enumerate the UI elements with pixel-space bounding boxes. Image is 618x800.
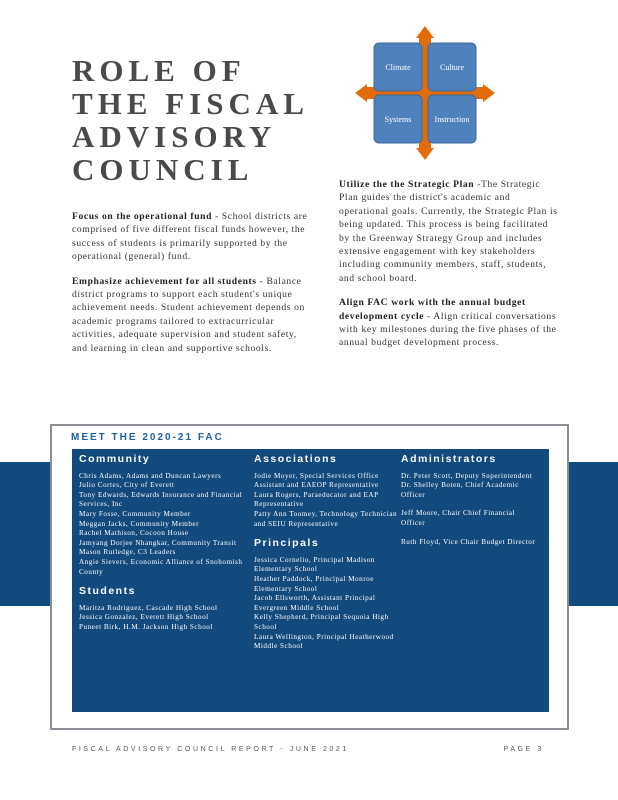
diagram-label: Culture: [440, 63, 464, 72]
section-heading: Administrators: [401, 453, 497, 465]
left-column: [72, 210, 312, 366]
member-entry: Jacob Ellsworth, Assistant Principal Evergreen Middle School: [254, 594, 376, 612]
principals-list: [254, 556, 399, 652]
title-line: THE FISCAL: [72, 86, 309, 121]
paragraph-text: - Align critical conversations with key milestones during the five phases of the annual budget development process.: [339, 310, 557, 349]
member-entry: Dr. Shelley Boten, Chief Academic Officer: [401, 481, 519, 499]
paragraph-lead: Utilize the the Strategic Plan: [339, 179, 475, 190]
member-entry: Mary Fosse, Community Member: [79, 509, 191, 518]
member-entry: Puneet Birk, H.M. Jackson High School: [79, 622, 213, 631]
member-entry: Julio Cortes, City of Everett: [79, 481, 175, 490]
diagram-label: Systems: [384, 115, 412, 124]
right-column: [339, 178, 559, 361]
title-line: COUNCIL: [72, 152, 254, 187]
paragraph-lead: Emphasize achievement for all students: [72, 275, 257, 287]
list-gap: [401, 529, 541, 538]
paragraph-text: - Balance district programs to support each student's unique achievement needs. Student achievement depends on academic programs tailored to extracurricular activities, adequate supervision and student safety, and learning in clean and supportive schools.: [72, 275, 305, 354]
paragraph-lead: Focus on the operational fund: [72, 211, 213, 222]
title-line: ROLE OF: [72, 53, 246, 88]
section-heading: Associations: [254, 453, 338, 465]
member-entry: Laura Rogers, Paraeducator and EAP Representative: [254, 490, 379, 509]
list-gap: [401, 500, 541, 509]
member-entry: Meggan Jacks, Community Member: [79, 519, 200, 528]
member-entry: Dr. Peter Scott, Deputy Superintendent: [401, 471, 533, 480]
paragraph-text: - School districts are comprised of five different fiscal funds however, the success of students is primarily supported by the operational (general) fund.: [72, 211, 308, 263]
member-entry: Angie Sievers, Economic Alliance of Snohomish County: [79, 557, 243, 576]
paragraph: [339, 296, 559, 350]
member-entry: Chris Adams, Adams and Duncan Lawyers: [79, 471, 222, 480]
member-entry: Jessica Gonzalez, Everett High School: [79, 613, 209, 622]
member-entry: Tony Edwards, Edwards Insurance and Financial Services, Inc: [79, 490, 243, 509]
member-entry: Rachel Mathison, Cocoon House: [79, 529, 189, 538]
footer-page-number: PAGE 3: [503, 746, 544, 753]
section-heading: Community: [79, 453, 151, 465]
paragraph: [72, 275, 312, 355]
students-list: [79, 604, 249, 633]
section-heading: Principals: [254, 537, 320, 550]
paragraph: [339, 178, 559, 285]
member-entry: Patty Ann Toomey, Technology Technician and SEIU Representative: [254, 509, 398, 528]
member-entry: Jessica Cornelio, Principal Madison Elementary School: [254, 555, 375, 574]
member-entry: Heather Paddock, Principal Monroe Elementary School: [254, 574, 374, 593]
member-entry: Jeff Moore, Chair Chief Financial Officer: [401, 509, 515, 527]
focus-areas-diagram: [355, 26, 495, 160]
member-entry: Laura Wellington, Principal Heatherwood Middle School: [254, 632, 394, 651]
meet-fac-title: MEET THE 2020-21 FAC: [71, 432, 224, 443]
members-column-community: [79, 455, 249, 633]
members-column-associations: [254, 455, 399, 652]
member-entry: Ruth Floyd, Vice Chair Budget Director: [401, 537, 536, 546]
member-entry: Jamyang Dorjee Nhangkar, Community Transit: [79, 538, 237, 547]
associations-list: [254, 472, 399, 530]
paragraph-lead: Align FAC work with the annual budget development cycle: [339, 297, 526, 322]
members-column-administrators: [401, 455, 541, 547]
paragraph: [72, 210, 312, 264]
page-title: [72, 54, 332, 186]
member-entry: Maritza Rodriguez, Cascade High School: [79, 603, 218, 612]
paragraph-text: -The Strategic Plan guides the district's academic and operational goals. Currently, the Strategic Plan is being updated. This process is being facilitated by the Greenway Strategy Group and includes extensive engagement with key stakeholders including community members, staff, students, and school board.: [339, 179, 558, 284]
diagram-label: Instruction: [434, 115, 470, 124]
administrators-list: [401, 472, 541, 548]
diagram-label: Climate: [385, 63, 411, 72]
footer-report-title: FISCAL ADVISORY COUNCIL REPORT - JUNE 2021: [72, 746, 349, 753]
section-heading: Students: [79, 585, 136, 598]
members-panel: [72, 449, 549, 712]
member-entry: Kelly Shepherd, Principal Sequoia High School: [254, 613, 389, 631]
title-line: ADVISORY: [72, 119, 277, 154]
member-entry: Jodie Moyer, Special Services Office Assistant and EAEOP Representative: [254, 471, 379, 490]
community-list: [79, 472, 249, 578]
member-entry: Mason Rutledge, C3 Leaders: [79, 548, 176, 557]
